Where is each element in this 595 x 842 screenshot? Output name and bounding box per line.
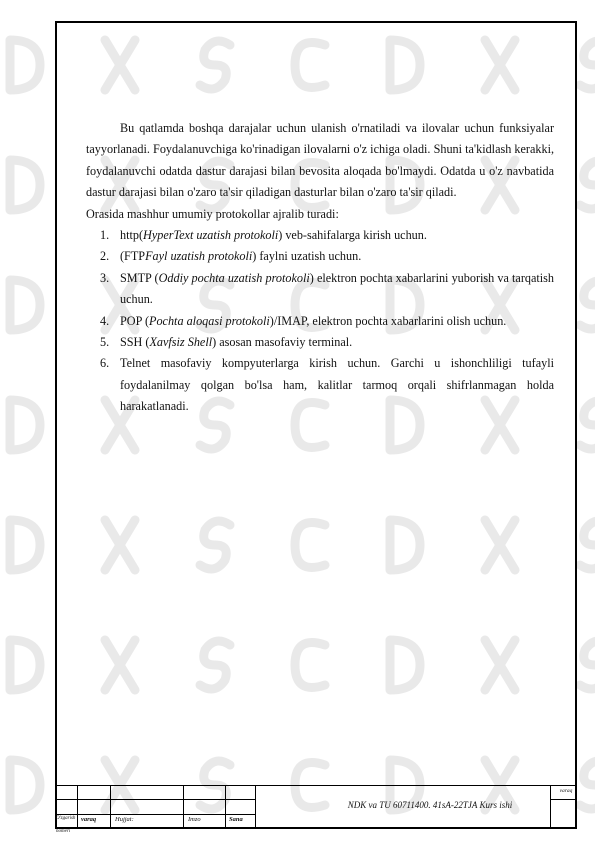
title-block	[55, 785, 577, 829]
document-body	[86, 118, 554, 418]
watermark-glyph	[580, 401, 595, 449]
stamp-line	[255, 785, 256, 829]
watermark-glyph	[580, 761, 595, 809]
watermark-glyph	[10, 160, 40, 210]
stamp-line	[77, 785, 78, 829]
watermark-glyph	[10, 400, 40, 450]
stamp-line	[225, 785, 226, 829]
watermark-glyph	[580, 161, 595, 209]
list-intro: Orasida mashhur umumiy protokollar ajralib turadi:	[86, 206, 339, 221]
stamp-col-hujjat: Hujjat:	[115, 816, 134, 823]
stamp-line	[183, 785, 184, 829]
stamp-extra-word: nomeri	[56, 829, 71, 834]
list-item: 4. POP (Pochta aloqasi protokoli)/IMAP, elektron pochta xabarlarini olish uchun.	[100, 313, 507, 328]
list-item: 3. SMTP (Oddiy pochta uzatish protokoli) elektron pochta xabarlarini yuborish va tarqatish uchun.	[100, 270, 554, 307]
stamp-col-sana: Sana	[229, 816, 243, 823]
watermark-glyph	[580, 281, 595, 329]
watermark-glyph	[10, 280, 40, 330]
stamp-col-ozgarish: O'zgarish	[56, 816, 76, 821]
sheet-label: varaq	[559, 788, 573, 794]
watermark-glyph	[10, 760, 40, 810]
watermark-glyph	[10, 520, 40, 570]
list-item: 6. Telnet masofaviy kompyuterlarga kirish uchun. Garchi u ishonchliligi tufayli foydalanilmay qolgan bo'lsa ham, kalitlar tarmoq orqali shifrlanmagan holda harakatlanadi.	[100, 356, 554, 414]
stamp-line	[55, 785, 577, 786]
watermark-glyph	[580, 641, 595, 689]
document-code: NDK va TU 60711400. 41sA-22TJA Kurs ishi	[347, 800, 513, 810]
list-item: 5. SSH (Xavfsiz Shell) asosan masofaviy terminal.	[100, 335, 353, 350]
watermark-glyph	[10, 40, 40, 90]
protocol-list	[86, 225, 554, 418]
body-paragraph: Bu qatlamda boshqa darajalar uchun ulanish o'rnatiladi va ilovalar uchun funksiyalar tayyorlanadi. Foydalanuvchiga ko'rinadigan ilovalarni o'z ichiga oladi. Shuni ta'kidlash kerakki, foydalanuvchi odatda dastur darajasi bilan bevosita aloqada bo'lmaydi. Odatda u o'z navbatida dastur darajasi bilan o'zaro ta'sir qiladigan dasturlar bilan o'zaro ta'sir qiladi.	[86, 121, 554, 200]
watermark-glyph	[10, 640, 40, 690]
stamp-col-varaq: varaq	[81, 816, 97, 823]
watermark-glyph	[580, 41, 595, 89]
watermark-glyph	[580, 521, 595, 569]
list-item: 2. (FTPFayl uzatish protokoli) faylni uzatish uchun.	[100, 249, 362, 264]
stamp-line	[110, 785, 111, 829]
stamp-col-imzo: Imzo	[188, 816, 201, 823]
list-item: 1. http(HyperText uzatish protokoli) veb-sahifalarga kirish uchun.	[100, 228, 427, 243]
